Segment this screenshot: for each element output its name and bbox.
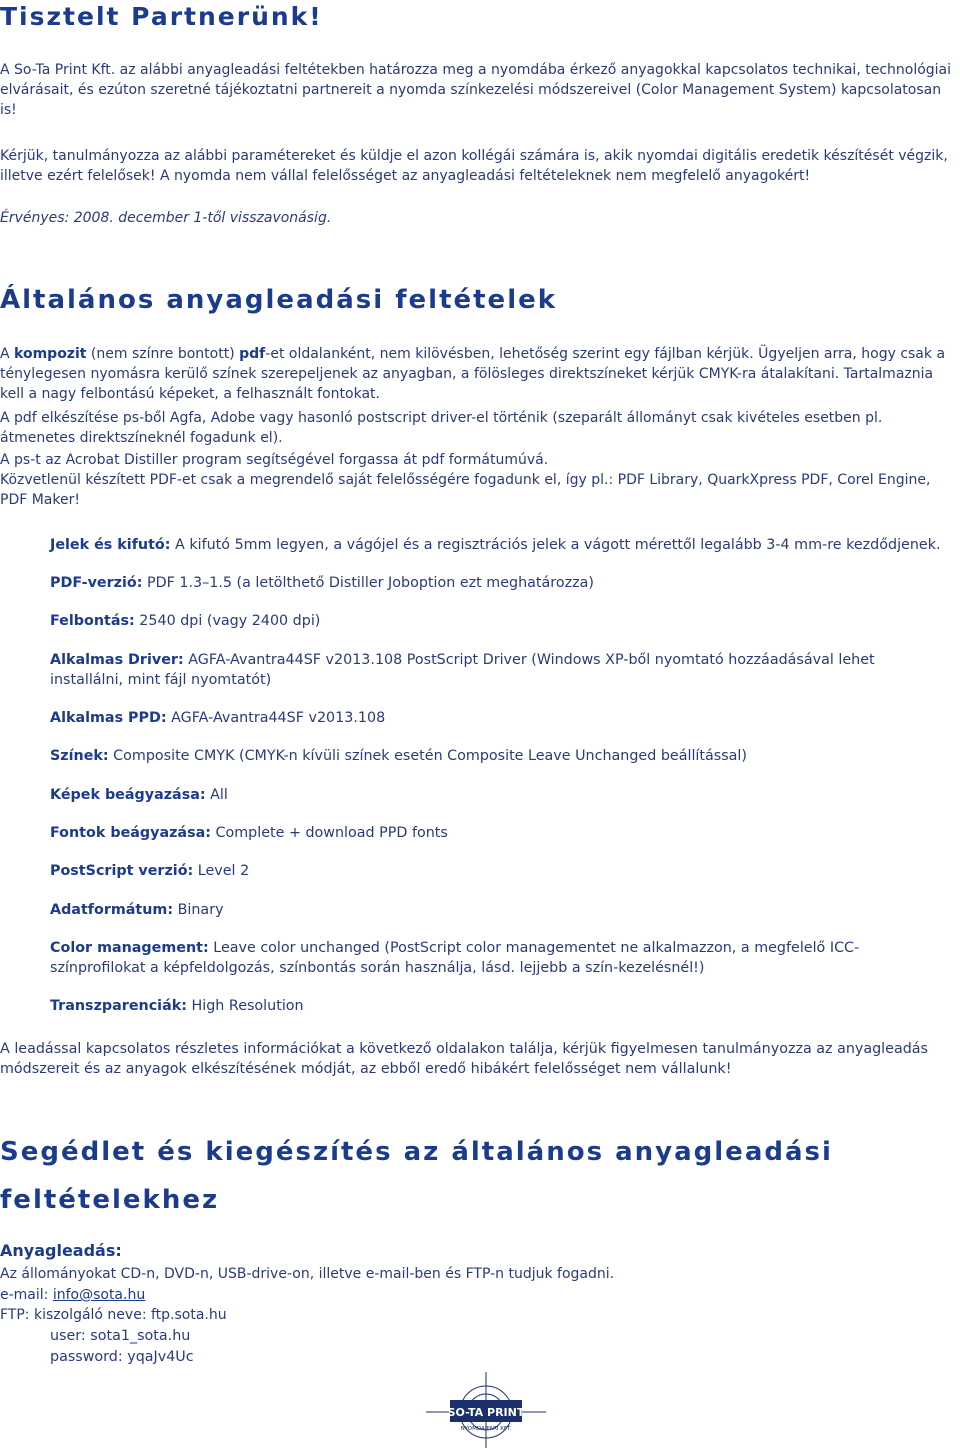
pdf-term: pdf bbox=[239, 346, 266, 362]
param-row bbox=[50, 708, 950, 728]
param-row bbox=[50, 650, 950, 690]
param-label: Color management: bbox=[50, 940, 209, 956]
param-label: Alkalmas PPD: bbox=[50, 710, 167, 726]
param-value: High Resolution bbox=[186, 998, 304, 1014]
param-row bbox=[50, 996, 950, 1016]
submission-methods: Az állományokat CD-n, DVD-n, USB-drive-on, illetve e-mail-ben és FTP-n tudjuk fogadni. bbox=[0, 1266, 615, 1282]
page-title: Tisztelt Partnerünk! bbox=[0, 2, 323, 31]
request-paragraph bbox=[0, 146, 960, 186]
param-row bbox=[50, 785, 950, 805]
param-label: Transzparenciák: bbox=[50, 998, 187, 1014]
param-value: All bbox=[205, 787, 228, 803]
email-line bbox=[0, 1285, 960, 1305]
intro-paragraph: A So-Ta Print Kft. az alábbi anyagleadási feltétekben határozza meg a nyomdába érkező anyagokkal kapcsolatos technikai, technológiai elvárásait, és ezúton szeretné tájékoztatni partnereit a nyomda színkezelési módszereivel (Color Management System) kapcsolatosan is! bbox=[0, 62, 952, 118]
param-value: AGFA-Avantra44SF v2013.108 bbox=[166, 710, 386, 726]
param-row bbox=[50, 535, 950, 555]
param-value: Binary bbox=[173, 902, 224, 918]
company-logo bbox=[426, 1372, 546, 1448]
param-row bbox=[50, 611, 950, 631]
general-paragraph-1 bbox=[0, 344, 960, 404]
param-value: AGFA-Avantra44SF v2013.108 PostScript Driver (Windows XP-ből nyomtató hozzáadásával lehet installálni, mint fájl nyomtatót) bbox=[50, 652, 875, 688]
param-label: Felbontás: bbox=[50, 613, 135, 629]
logo-graphic bbox=[426, 1372, 546, 1448]
param-value: PDF 1.3–1.5 (a letölthető Distiller Joboption ezt meghatározza) bbox=[142, 575, 594, 591]
param-label: Adatformátum: bbox=[50, 902, 174, 918]
param-row bbox=[50, 573, 950, 593]
supplement-section-title: Segédlet és kiegészítés az általános anyagleadási feltételekhez bbox=[0, 1137, 833, 1215]
param-label: Színek: bbox=[50, 748, 109, 764]
text: (nem színre bontott) bbox=[86, 346, 240, 362]
closing-paragraph: A leadással kapcsolatos részletes információkat a következő oldalakon találja, kérjük figyelmesen tanulmányozza az anyagleadás módszereit és az anyagok elkészítésének módját, az ebből eredő hibákért felelősséget nem vállalunk! bbox=[0, 1041, 928, 1077]
param-value: Composite CMYK (CMYK-n kívüli színek esetén Composite Leave Unchanged beállítással) bbox=[108, 748, 747, 764]
text: A bbox=[0, 346, 15, 362]
validity-note: Érvényes: 2008. december 1-től visszavonásig. bbox=[0, 210, 332, 226]
param-row bbox=[50, 900, 950, 920]
param-value: Leave color unchanged (PostScript color managementet ne alkalmazzon, a megfelelő ICC-színprofilokat a képfeldolgozás, színbontás során használja, lásd. lejjebb a szín-kezelésnél!) bbox=[50, 940, 860, 976]
ftp-password-line: password: yqaJv4Uc bbox=[50, 1349, 194, 1365]
submission-subtitle: Anyagleadás: bbox=[0, 1241, 122, 1260]
param-label: Képek beágyazása: bbox=[50, 787, 206, 803]
param-row bbox=[50, 938, 950, 978]
ftp-user-line: user: sota1_sota.hu bbox=[50, 1328, 191, 1344]
email-link[interactable]: info@sota.hu bbox=[52, 1287, 146, 1303]
logo-name: SO-TA PRINT bbox=[447, 1406, 525, 1419]
param-label: Jelek és kifutó: bbox=[50, 537, 171, 553]
param-value: 2540 dpi (vagy 2400 dpi) bbox=[134, 613, 321, 629]
param-row bbox=[50, 861, 950, 881]
kompozit-term: kompozit bbox=[14, 346, 87, 362]
param-label: Alkalmas Driver: bbox=[50, 652, 184, 668]
param-value: A kifutó 5mm legyen, a vágójel és a regisztrációs jelek a vágott mérettől legalább 3-4 mm-re kezdődjenek. bbox=[170, 537, 941, 553]
param-value: Level 2 bbox=[193, 863, 250, 879]
liability-text: A nyomda nem vállal felelősséget az anyagleadási feltételeknek nem megfelelő anyagokért! bbox=[155, 168, 811, 184]
param-label: PDF-verzió: bbox=[50, 575, 143, 591]
param-row bbox=[50, 746, 950, 766]
general-paragraph-3: A ps-t az Acrobat Distiller program segítségével forgassa át pdf formátumúvá. bbox=[0, 452, 549, 468]
general-paragraph-2: A pdf elkészítése ps-ből Agfa, Adobe vagy hasonló postscript driver-el történik (szeparált állományt csak kivételes esetben pl. átmenetes direktszíneknél fogadunk el). bbox=[0, 410, 883, 446]
param-value: Complete + download PPD fonts bbox=[210, 825, 448, 841]
email-label: e-mail: bbox=[0, 1287, 53, 1303]
logo-subtitle: NYOMDAIPARI KFT. bbox=[460, 1426, 512, 1432]
request-text: Kérjük, tanulmányozza az alábbi paramétereket és küldje el azon kollégái számára is, akik nyomdai digitális eredetik készítését végzik, illetve ezért felelősek! bbox=[0, 148, 948, 184]
param-label: PostScript verzió: bbox=[50, 863, 194, 879]
text: -et oldalanként, nem kilövésben, lehetőség szerint egy fájlban kérjük. Ügyeljen arra, hogy csak a ténylegesen nyomásra kerülő színek szerepeljenek az anyagban, a fölösleges direktszíneket kérjük CMYK-ra átalakítani. Tartalmaznia kell a nagy felbontású képeket, a felhasznált fontokat. bbox=[0, 346, 946, 402]
param-row bbox=[50, 823, 950, 843]
ftp-line: FTP: kiszolgáló neve: ftp.sota.hu bbox=[0, 1307, 227, 1323]
general-paragraph-4: Közvetlenül készített PDF-et csak a megrendelő saját felelősségére fogadunk el, így pl.: PDF Library, QuarkXpress PDF, Corel Engine, PDF Maker! bbox=[0, 472, 931, 508]
param-label: Fontok beágyazása: bbox=[50, 825, 211, 841]
general-section-title: Általános anyagleadási feltételek bbox=[0, 285, 558, 315]
